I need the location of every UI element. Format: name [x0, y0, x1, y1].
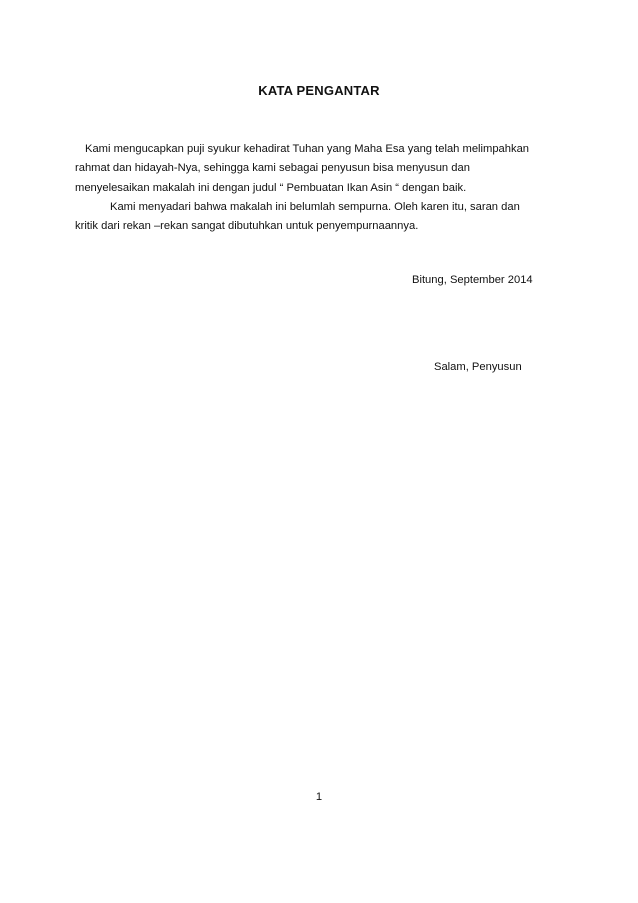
- place-date: Bitung, September 2014: [412, 274, 533, 286]
- paragraph-line: Kami mengucapkan puji syukur kehadirat Tuhan yang Maha Esa yang telah melimpahkan: [85, 143, 530, 155]
- paragraph-line: rahmat dan hidayah-Nya, sehingga kami sebagai penyusun bisa menyusun dan: [75, 162, 470, 174]
- signoff: Salam, Penyusun: [434, 361, 522, 373]
- paragraph-line: Kami menyadari bahwa makalah ini belumlah sempurna. Oleh karen itu, saran dan: [110, 201, 520, 213]
- page-title: KATA PENGANTAR: [258, 83, 380, 98]
- paragraph-line: kritik dari rekan –rekan sangat dibutuhkan untuk penyempurnaannya.: [75, 220, 419, 232]
- paragraph-line: menyelesaikan makalah ini dengan judul “ Pembuatan Ikan Asin “ dengan baik.: [75, 182, 467, 194]
- page-number: 1: [315, 791, 323, 803]
